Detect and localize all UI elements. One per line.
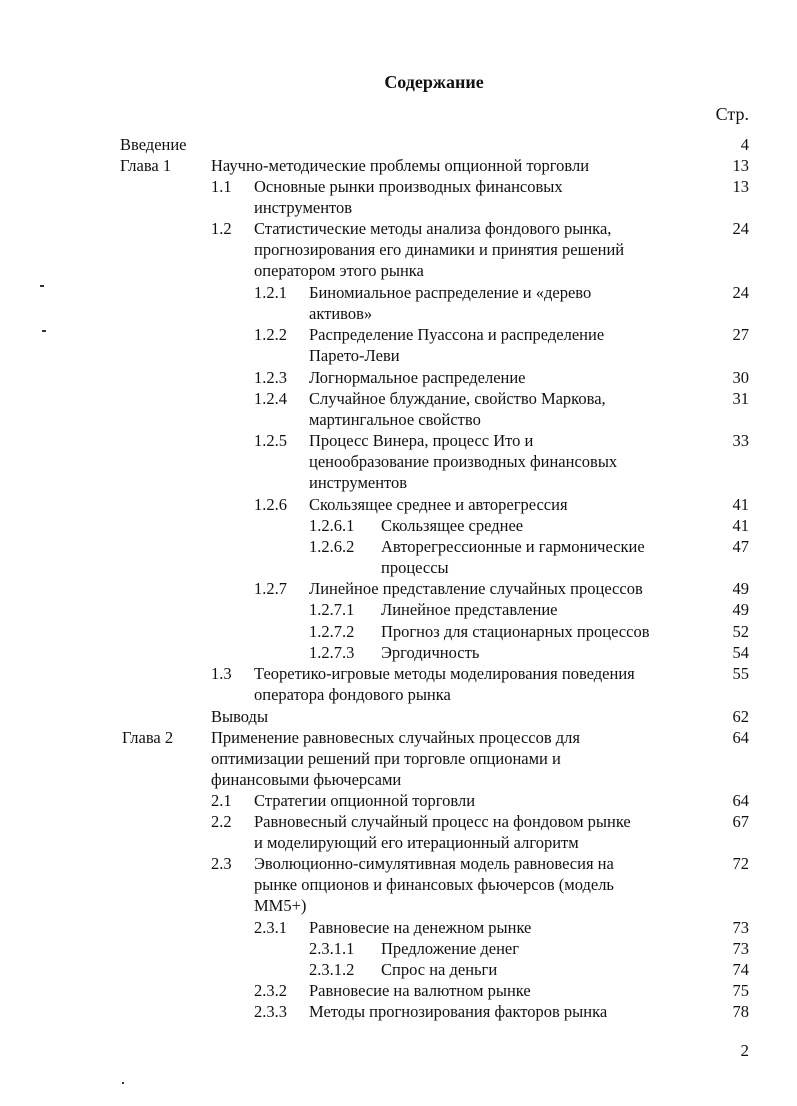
toc-entry-title-line: Эволюционно-симулятивная модель равновесия на [254,854,614,873]
toc-entry-title-line: Равновесие на валютном рынке [309,981,531,1000]
toc-entry-page: 54 [732,643,749,662]
toc-entry-page: 74 [732,960,749,979]
page-column-label: Стр. [715,104,749,124]
toc-entry-title [309,494,568,515]
toc-entry-number: 2.3.1.2 [309,960,355,979]
toc-entry-title-line: Авторегрессионные и гармонические [381,537,645,556]
toc-entry-number: 1.1 [211,177,232,196]
toc-entry-title [309,980,531,1001]
toc-entry-page: 31 [732,389,749,408]
toc-entry-title-line: Статистические методы анализа фондового рынка, [254,219,612,238]
toc-entry-title [309,917,531,938]
toc-entry-number: 1.2.6.1 [309,516,355,535]
toc-entry-title-line: Случайное блуждание, свойство Маркова, [309,389,606,408]
toc-entry-title-line: Парето-Леви [309,346,400,366]
toc-entry-title [381,515,523,536]
toc-entry-page: 67 [732,812,749,831]
toc-entry-title [211,155,589,176]
toc-entry-number: 2.2 [211,812,232,831]
toc-entry-number: 1.2.6 [254,495,287,514]
toc-entry-number: 1.2.3 [254,368,287,387]
toc-entry-number: 1.3 [211,664,232,683]
toc-entry-number: 2.3.2 [254,981,287,1000]
toc-entry-title-line: Процесс Винера, процесс Ито и [309,431,534,450]
toc-entry-page: 13 [732,177,749,196]
toc-entry-title-line: Скользящее среднее и авторегрессия [309,495,568,514]
toc-entry-page: 64 [732,791,749,810]
toc-entry-title [309,1001,607,1022]
toc-entry-title [254,663,635,705]
toc-entry-title-line: оператором этого рынка [254,261,424,281]
toc-entry-page: 55 [732,664,749,683]
toc-entry-page: 4 [740,135,749,154]
toc-entry-title-line: Скользящее среднее [381,516,524,535]
toc-entry-title-line: Спрос на деньги [381,960,498,979]
page-number: 2 [740,1041,749,1060]
toc-entry-title-line: Равновесный случайный процесс на фондовом рынке [254,812,631,831]
toc-entry-page: 72 [732,854,749,873]
toc-entry-page: 49 [732,579,749,598]
toc-entry-page: 62 [732,707,749,726]
toc-entry-page: 75 [732,981,749,1000]
toc-entry-page: 78 [732,1002,749,1021]
toc-entry-title-line: рынке опционов и финансовых фьючерсов (модель [254,875,614,895]
toc-entry-title-line: оператора фондового рынка [254,685,451,705]
toc-entry-number: Глава 2 [122,728,174,747]
toc-entry-title-line: процессы [381,558,449,578]
toc-entry-title-line: мартингальное свойство [309,410,481,430]
toc-entry-title-line: активов» [309,304,373,324]
toc-entry-title-line: Теоретико-игровые методы моделирования поведения [254,664,635,683]
scan-speck [42,330,46,332]
toc-entry-title [254,218,624,282]
toc-entry-title [211,727,580,791]
toc-entry-number: Введение [120,135,187,154]
toc-entry-title-line: Методы прогнозирования факторов рынка [309,1002,608,1021]
toc-entry-title-line: Эргодичность [381,643,480,662]
toc-entry-page: 52 [732,622,749,641]
toc-entry-title [381,938,519,959]
toc-entry-title-line: Применение равновесных случайных процессов для [211,728,580,747]
toc-entry-title-line: Основные рынки производных финансовых [254,177,563,196]
toc-entry-number: 1.2.5 [254,431,287,450]
toc-entry-title-line: Предложение денег [381,939,519,958]
toc-entry-number: 1.2.7.2 [309,622,355,641]
toc-entry-number: 2.3.3 [254,1002,287,1021]
toc-entry-page: 24 [732,283,749,302]
toc-entry-page: 13 [732,156,749,175]
toc-entry-number: 1.2.7.3 [309,643,355,662]
toc-entry-title-line: Биномиальное распределение и «дерево [309,283,592,302]
toc-entry-page: 41 [732,495,749,514]
toc-entry-title [381,599,558,620]
toc-entry-number: 2.3.1 [254,918,287,937]
toc-entry-title [381,642,479,663]
toc-entry-number: 1.2.6.2 [309,537,355,556]
toc-entry-title-line: Логнормальное распределение [309,368,526,387]
toc-entry-title-line: Линейное представление [381,600,558,619]
toc-entry-title [254,176,563,218]
toc-entry-page: 73 [732,918,749,937]
toc-entry-title [254,853,614,917]
toc-entry-number: 1.2 [211,219,232,238]
toc-entry-title [309,282,591,324]
toc-entry-title-line: Распределение Пуассона и распределение [309,325,605,344]
toc-entry-page: 49 [732,600,749,619]
toc-entry-title-line: инструментов [254,198,353,218]
toc-entry-number: 1.2.7.1 [309,600,355,619]
toc-entry-title-line: ММ5+) [254,896,307,916]
toc-entry-number: Выводы [211,707,269,726]
toc-entry-title-line: Равновесие на денежном рынке [309,918,532,937]
toc-entry-title [381,959,497,980]
toc-entry-number: 1.2.2 [254,325,287,344]
toc-entry-title [254,790,475,811]
toc-entry-number: 1.2.7 [254,579,287,598]
toc-entry-title-line: и моделирующий его итерационный алгоритм [254,833,579,853]
toc-entry-number: 2.3 [211,854,232,873]
toc-entry-title [381,536,645,578]
toc-entry-title [309,324,604,366]
toc-entry-page: 41 [732,516,749,535]
toc-entry-title-line: оптимизации решений при торговле опционами и [211,749,561,769]
toc-entry-title-line: Линейное представление случайных процессов [309,579,643,598]
toc-entry-title-line: Научно-методические проблемы опционной торговли [211,156,590,175]
toc-entry-title [309,388,606,430]
toc-entry-number: 1.2.4 [254,389,287,408]
scan-speck [40,285,44,287]
toc-entry-number: 2.1 [211,791,232,810]
toc-entry-page: 64 [732,728,749,747]
toc-title: Содержание [384,72,484,92]
toc-entry-title [254,811,631,853]
toc-entry-number: Глава 1 [120,156,172,175]
toc-entry-page: 30 [732,368,749,387]
toc-entry-title-line: Прогноз для стационарных процессов [381,622,650,641]
toc-entry-title-line: Стратегии опционной торговли [254,791,476,810]
toc-entry-title [309,367,526,388]
toc-entry-number: 2.3.1.1 [309,939,355,958]
toc-entry-page: 27 [732,325,749,344]
toc-entry-title [381,621,650,642]
toc-entry-title [309,430,617,494]
toc-entry-title-line: инструментов [309,473,408,493]
scan-speck [122,1082,124,1084]
toc-entry-page: 73 [732,939,749,958]
toc-entry-page: 24 [732,219,749,238]
toc-entry-number: 1.2.1 [254,283,287,302]
toc-entry-title-line: прогнозирования его динамики и принятия решений [254,240,625,260]
toc-entry-page: 47 [732,537,749,556]
toc-entry-title-line: ценообразование производных финансовых [309,452,618,472]
toc-entry-page: 33 [732,431,749,450]
toc-entry-title-line: финансовыми фьючерсами [211,770,402,790]
toc-entry-title [309,578,643,599]
